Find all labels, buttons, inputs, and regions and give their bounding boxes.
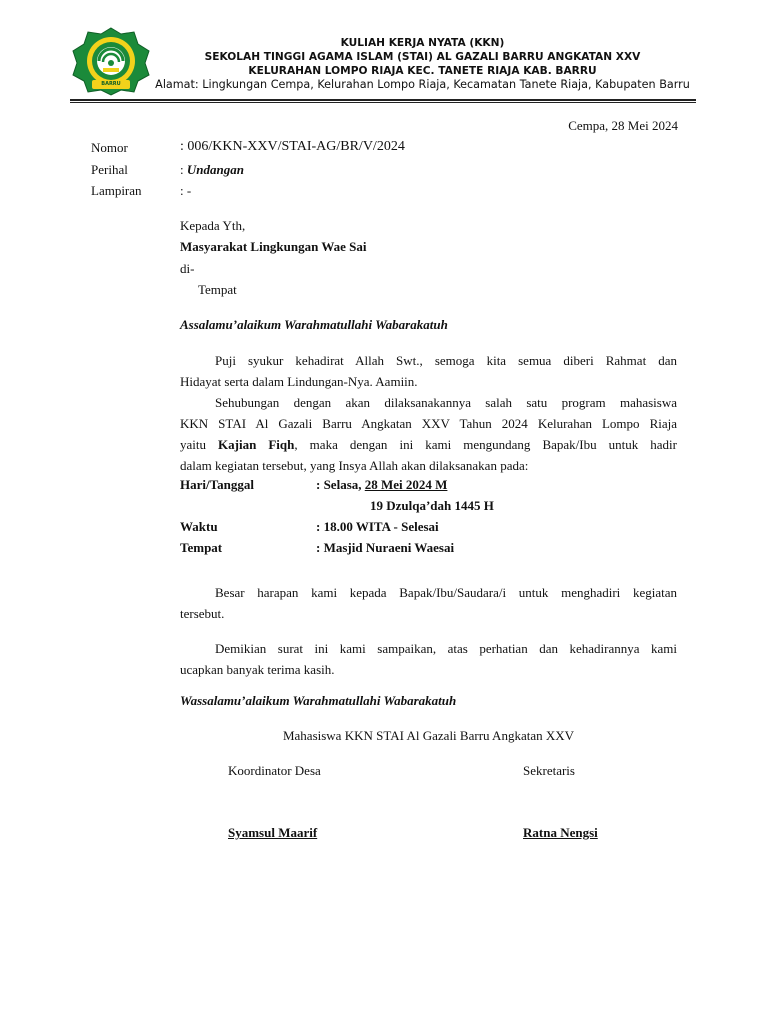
greeting: Assalamu’alaikum Warahmatullahi Wabarakatuh xyxy=(180,317,448,332)
para4-line-1: Demikian surat ini kami sampaikan, atas perhatian dan kehadirannya kami xyxy=(215,641,677,656)
logo-ring-text xyxy=(10,10,11,11)
event-date: 28 Mei 2024 M xyxy=(364,477,448,492)
lampiran-label: Lampiran xyxy=(91,183,142,198)
para3-line-1: Besar harapan kami kepada Bapak/Ibu/Saudara/i untuk menghadiri kegiatan xyxy=(215,585,677,600)
event-day-value xyxy=(316,477,447,493)
perihal-colon: : xyxy=(180,162,187,177)
activity-name: Kajian Fiqh xyxy=(218,437,295,452)
recipient-name: Masyarakat Lingkungan Wae Sai xyxy=(180,239,367,254)
event-day-prefix: : Selasa, xyxy=(316,477,365,492)
signature-left-name: Syamsul Maarif xyxy=(228,825,318,840)
signature-right-name: Ratna Nengsi xyxy=(523,825,598,840)
para1-line-1: Puji syukur kehadirat Allah Swt., semoga kita semua diberi Rahmat dan xyxy=(215,353,677,368)
signature-left-title: Koordinator Desa xyxy=(228,763,321,778)
perihal-value: Undangan xyxy=(186,162,244,177)
perihal-label: Perihal xyxy=(91,162,128,177)
letter-date: Cempa, 28 Mei 2024 xyxy=(568,118,678,133)
perihal-row xyxy=(180,162,244,178)
para1-line-2: Hidayat serta dalam Lindungan-Nya. Aamiin. xyxy=(180,374,418,389)
para4-line-2: ucapkan banyak terima kasih. xyxy=(180,662,335,677)
recipient-line-3: di- xyxy=(180,261,195,276)
nomor-label: Nomor xyxy=(91,140,128,155)
para2-line-2: KKN STAI Al Gazali Barru Angkatan XXV Tahun 2024 Kelurahan Lompo Riaja xyxy=(180,416,677,431)
event-day-label: Hari/Tanggal xyxy=(180,477,254,492)
header-line-1: KULIAH KERJA NYATA (KKN) xyxy=(340,37,505,49)
signature-right-title: Sekretaris xyxy=(523,763,575,778)
para2-line-3 xyxy=(180,434,677,455)
recipient-line-4: Tempat xyxy=(198,282,237,297)
lampiran-value: : - xyxy=(180,183,192,198)
event-time-value: : 18.00 WITA - Selesai xyxy=(316,519,439,534)
event-place-value: : Masjid Nuraeni Waesai xyxy=(316,540,455,555)
closing-greeting: Wassalamu’alaikum Warahmatullahi Wabarakatuh xyxy=(180,693,457,708)
para2-line-3-post: , maka dengan ini kami mengundang Bapak/Ibu untuk hadir xyxy=(294,437,678,452)
header-line-2: SEKOLAH TINGGI AGAMA ISLAM (STAI) AL GAZALI BARRU ANGKATAN XXV xyxy=(204,51,641,63)
para2-line-4: dalam kegiatan tersebut, yang Insya Allah akan dilaksanakan pada: xyxy=(180,458,529,473)
event-time-label: Waktu xyxy=(180,519,218,534)
signature-organization: Mahasiswa KKN STAI Al Gazali Barru Angkatan XXV xyxy=(282,728,575,743)
para2-line-1: Sehubungan dengan akan dilaksanakannya salah satu program mahasiswa xyxy=(215,395,677,410)
nomor-value: : 006/KKN-XXV/STAI-AG/BR/V/2024 xyxy=(180,139,405,154)
event-place-label: Tempat xyxy=(180,540,223,555)
header-address: Alamat: Lingkungan Cempa, Kelurahan Lompo Riaja, Kecamatan Tanete Riaja, Kabupaten Barru xyxy=(155,78,690,91)
recipient-line-1: Kepada Yth, xyxy=(180,218,246,233)
event-hijri-date: 19 Dzulqa’dah 1445 H xyxy=(370,498,494,513)
header-rule-thick xyxy=(70,99,696,101)
para2-line-3-pre: yaitu xyxy=(180,437,219,452)
para3-line-2: tersebut. xyxy=(180,606,225,621)
header-line-3: KELURAHAN LOMPO RIAJA KEC. TANETE RIAJA KAB. BARRU xyxy=(248,65,597,77)
logo-bottom-text: BARRU xyxy=(101,81,121,87)
header-rule-thin xyxy=(70,102,696,103)
